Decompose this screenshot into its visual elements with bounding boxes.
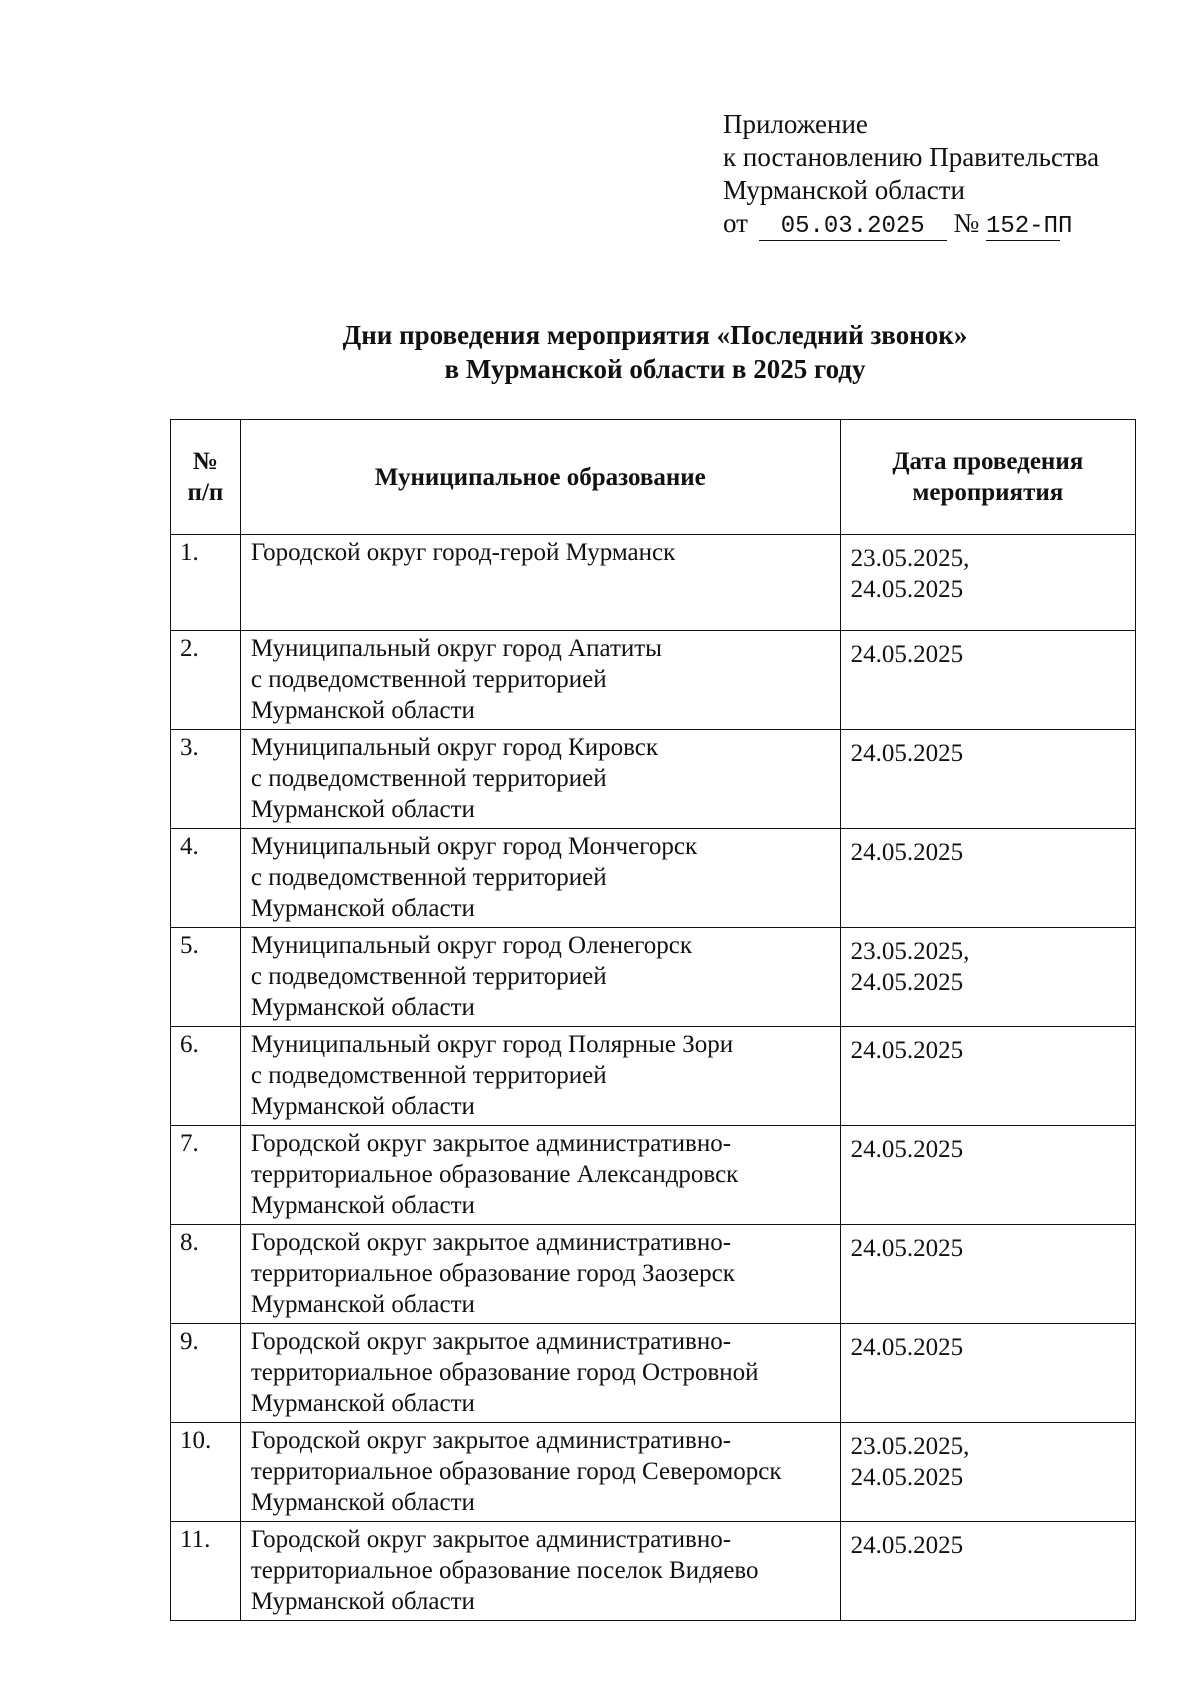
municipality-line: Мурманской области	[250, 1192, 475, 1219]
municipality-line: территориальное образование город Североморск	[250, 1458, 782, 1485]
title-line-2: в Мурманской области в 2025 году	[444, 354, 866, 384]
table-row	[171, 1027, 1136, 1126]
header-num-line-1: №	[192, 448, 218, 475]
row-municipality	[240, 535, 840, 631]
table-row	[171, 1522, 1136, 1621]
table-row	[171, 730, 1136, 829]
row-dates	[840, 928, 1135, 1027]
header-date-line-2: мероприятия	[912, 479, 1064, 506]
municipality-line: Городской округ закрытое административно-	[250, 1229, 732, 1256]
event-date: 23.05.2025,	[850, 938, 970, 965]
event-date: 24.05.2025	[850, 740, 964, 767]
annex-line-2: к постановлению Правительства	[723, 142, 1100, 172]
municipality-line: Мурманской области	[250, 1588, 475, 1615]
municipality-line: с подведомственной территорией	[250, 963, 607, 990]
event-date: 24.05.2025	[850, 1037, 964, 1064]
row-dates	[840, 1126, 1135, 1225]
table-row	[171, 1324, 1136, 1423]
table-row	[171, 1423, 1136, 1522]
table-row	[171, 631, 1136, 730]
municipality-line: Городской округ город-герой Мурманск	[250, 539, 676, 566]
row-municipality	[240, 631, 840, 730]
event-date: 24.05.2025	[850, 839, 964, 866]
municipality-line: с подведомственной территорией	[250, 666, 607, 693]
row-municipality	[240, 1423, 840, 1522]
row-dates	[840, 1027, 1135, 1126]
municipality-line: Муниципальный округ город Мончегорск	[250, 833, 698, 860]
row-number: 3.	[171, 730, 241, 829]
table-row	[171, 829, 1136, 928]
municipality-line: территориальное образование поселок Видяево	[250, 1557, 759, 1584]
table-row	[171, 535, 1136, 631]
header-date-line-1: Дата проведения	[892, 448, 1084, 475]
row-number: 11.	[171, 1522, 241, 1621]
table-row	[171, 1225, 1136, 1324]
table-header-row	[171, 420, 1136, 535]
municipality-line: Муниципальный округ город Кировск	[250, 734, 659, 761]
table-row	[171, 1126, 1136, 1225]
row-municipality	[240, 1126, 840, 1225]
event-date: 24.05.2025	[850, 1464, 964, 1491]
municipality-line: с подведомственной территорией	[250, 1062, 607, 1089]
row-municipality	[240, 829, 840, 928]
municipality-line: Мурманской области	[250, 1093, 475, 1120]
row-municipality	[240, 1225, 840, 1324]
title-line-1: Дни проведения мероприятия «Последний звонок»	[342, 320, 968, 350]
row-municipality	[240, 730, 840, 829]
row-municipality	[240, 1522, 840, 1621]
municipality-line: Городской округ закрытое административно-	[250, 1130, 732, 1157]
event-date: 24.05.2025	[850, 1334, 964, 1361]
row-number: 9.	[171, 1324, 241, 1423]
row-number: 5.	[171, 928, 241, 1027]
row-dates	[840, 1423, 1135, 1522]
municipality-line: территориальное образование Александровск	[250, 1161, 739, 1188]
municipality-line: Городской округ закрытое административно-	[250, 1427, 732, 1454]
event-date: 24.05.2025	[850, 1235, 964, 1262]
table-row	[171, 928, 1136, 1027]
row-dates	[840, 535, 1135, 631]
event-date: 24.05.2025	[850, 641, 964, 668]
annex-date: 05.03.2025	[759, 214, 947, 241]
municipality-line: Мурманской области	[250, 1390, 475, 1417]
municipality-line: Муниципальный округ город Оленегорск	[250, 932, 693, 959]
row-municipality	[240, 1324, 840, 1423]
row-dates	[840, 829, 1135, 928]
annex-line-3: Мурманской области	[723, 175, 965, 205]
row-number: 2.	[171, 631, 241, 730]
header-date	[840, 420, 1135, 535]
row-number: 6.	[171, 1027, 241, 1126]
municipality-line: Мурманской области	[250, 994, 475, 1021]
events-table	[170, 419, 1136, 1621]
annex-number: 152-ПП	[985, 213, 1073, 240]
document-title	[0, 318, 1200, 386]
municipality-line: Мурманской области	[250, 796, 475, 823]
table-body	[171, 535, 1136, 1621]
event-date: 24.05.2025	[850, 576, 964, 603]
municipality-line: Мурманской области	[250, 697, 475, 724]
row-dates	[840, 1225, 1135, 1324]
annex-block	[723, 108, 1099, 241]
row-municipality	[240, 928, 840, 1027]
annex-from-label: от	[723, 208, 748, 238]
row-dates	[840, 730, 1135, 829]
municipality-line: территориальное образование город Заозерск	[250, 1260, 735, 1287]
row-dates	[840, 1324, 1135, 1423]
municipality-line: с подведомственной территорией	[250, 765, 607, 792]
header-municipality: Муниципальное образование	[240, 420, 840, 535]
row-number: 10.	[171, 1423, 241, 1522]
municipality-line: Городской округ закрытое административно-	[250, 1328, 732, 1355]
header-num	[171, 420, 241, 535]
municipality-line: Мурманской области	[250, 895, 475, 922]
event-date: 23.05.2025,	[850, 545, 970, 572]
row-number: 1.	[171, 535, 241, 631]
municipality-line: Муниципальный округ город Апатиты	[250, 635, 662, 662]
row-dates	[840, 631, 1135, 730]
annex-number-label: №	[953, 208, 980, 238]
event-date: 23.05.2025,	[850, 1433, 970, 1460]
annex-date-line	[723, 207, 1099, 241]
event-date: 24.05.2025	[850, 1136, 964, 1163]
event-date: 24.05.2025	[850, 1532, 964, 1559]
municipality-line: с подведомственной территорией	[250, 864, 607, 891]
municipality-line: Городской округ закрытое административно-	[250, 1526, 732, 1553]
header-num-line-2: п/п	[187, 479, 224, 506]
row-number: 4.	[171, 829, 241, 928]
municipality-line: Мурманской области	[250, 1489, 475, 1516]
municipality-line: территориальное образование город Островной	[250, 1359, 759, 1386]
municipality-line: Мурманской области	[250, 1291, 475, 1318]
row-dates	[840, 1522, 1135, 1621]
row-number: 8.	[171, 1225, 241, 1324]
annex-line-1: Приложение	[723, 109, 868, 139]
municipality-line: Муниципальный округ город Полярные Зори	[250, 1031, 734, 1058]
event-date: 24.05.2025	[850, 969, 964, 996]
row-number: 7.	[171, 1126, 241, 1225]
row-municipality	[240, 1027, 840, 1126]
